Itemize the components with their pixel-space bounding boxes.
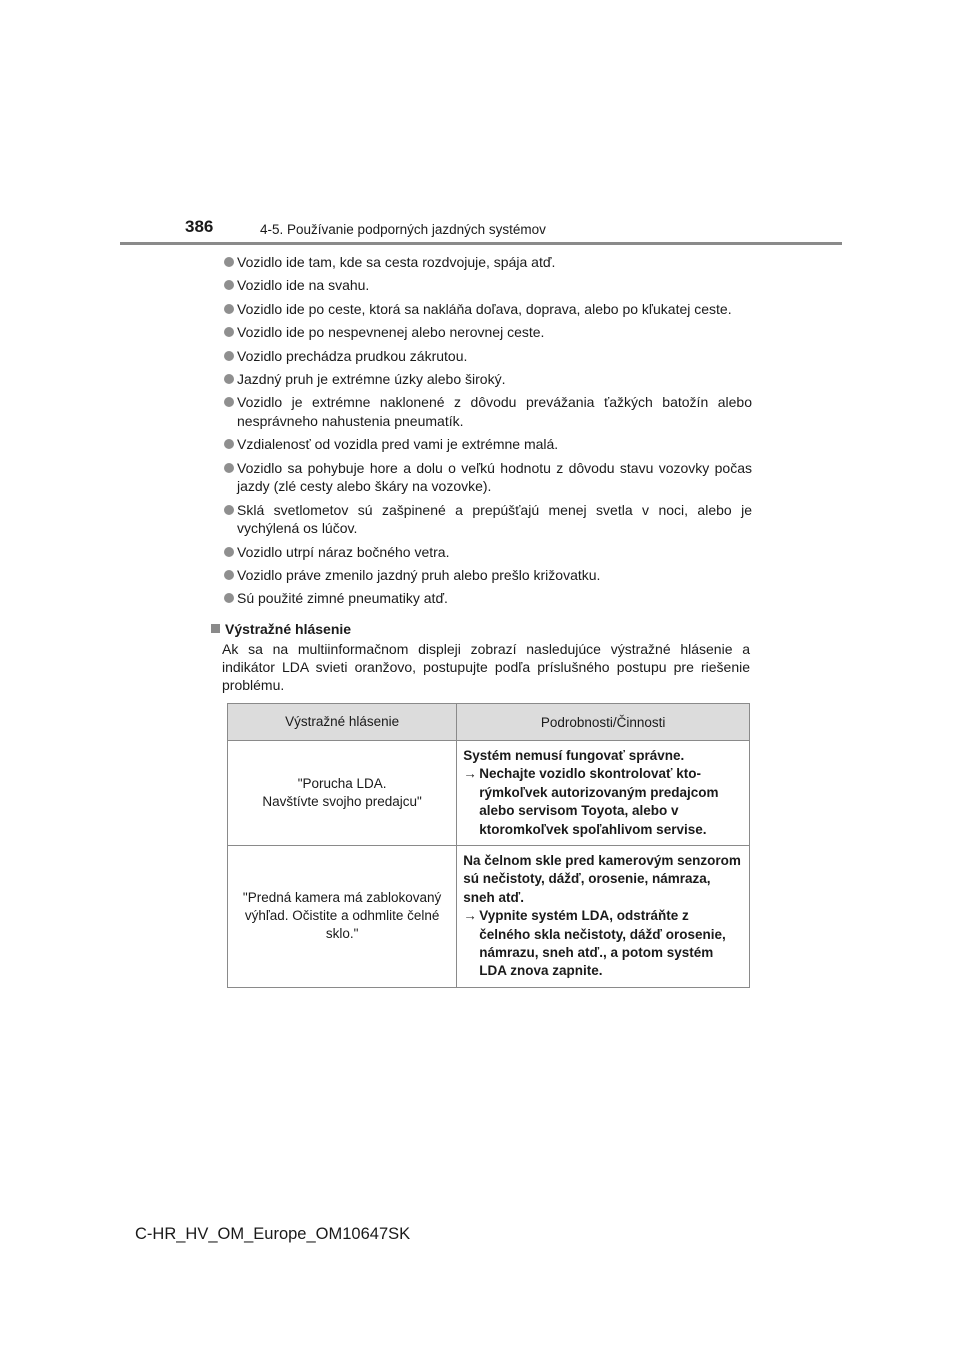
column-header-message: Výstražné hlásenie: [228, 704, 457, 741]
bullet-icon: [224, 463, 234, 473]
warning-message-cell: "Porucha LDA. Navštívte svojho predajcu": [228, 741, 457, 846]
bullet-icon: [224, 505, 234, 515]
list-item: Vozidlo práve zmenilo jazdný pruh alebo prešlo križovatku.: [222, 566, 752, 585]
table-header-row: [228, 704, 750, 741]
list-item: Vozidlo ide tam, kde sa cesta rozdvojuje, spája atď.: [222, 253, 752, 272]
list-item: Vozidlo utrpí náraz bočného vetra.: [222, 543, 752, 562]
section-title: 4-5. Používanie podporných jazdných systémov: [260, 222, 546, 237]
list-item: Vozidlo ide po nespevnenej alebo nerovnej ceste.: [222, 323, 752, 342]
square-bullet-icon: [211, 624, 220, 633]
list-item: Jazdný pruh je extrémne úzky alebo široký.: [222, 370, 752, 389]
document-footer: C-HR_HV_OM_Europe_OM10647SK: [135, 1225, 411, 1243]
details-cell: [457, 741, 750, 846]
arrow-icon: →: [463, 766, 477, 782]
bullet-icon: [224, 593, 234, 603]
condition-list: [222, 253, 752, 613]
details-text: Na čelnom skle pred kamerovým senzorom sú nečistoty, dážď, orosenie, námraza, sneh atď.: [463, 853, 741, 905]
header-divider: [120, 242, 842, 245]
table-row: [228, 846, 750, 988]
bullet-icon: [224, 327, 234, 337]
bullet-icon: [224, 439, 234, 449]
warning-message-table: [227, 703, 750, 988]
details-cell: [457, 846, 750, 988]
list-item: Vozidlo je extrémne naklonené z dôvodu prevážania ťažkých batožín alebo nesprávneho nahustenia pneumatík.: [222, 393, 752, 430]
list-item: Vozidlo ide po ceste, ktorá sa nakláňa doľava, doprava, alebo po kľukatej ceste.: [222, 300, 752, 319]
details-text: Systém nemusí fungovať správne.: [463, 748, 685, 763]
page-header: [185, 214, 845, 244]
bullet-icon: [224, 374, 234, 384]
page-number: 386: [185, 217, 214, 236]
warning-message-cell: "Predná kamera má zablokovaný výhľad. Očistite a odhmlite čelné sklo.": [228, 846, 457, 988]
action-text: Vypnite systém LDA, odstráňte z čelného skla nečistoty, dážď orosenie, námrazu, sneh atď., a potom systém LDA znova zapnite.: [479, 908, 726, 979]
table-row: [228, 741, 750, 846]
bullet-icon: [224, 280, 234, 290]
list-item: Vozidlo prechádza prudkou zákrutou.: [222, 347, 752, 366]
bullet-icon: [224, 257, 234, 267]
list-item: Sklá svetlometov sú zašpinené a prepúšťajú menej svetla v noci, alebo je vychýlená os lúčov.: [222, 501, 752, 538]
bullet-icon: [224, 570, 234, 580]
arrow-icon: →: [463, 908, 477, 924]
list-item: Vzdialenosť od vozidla pred vami je extrémne malá.: [222, 435, 752, 454]
action-text: Nechajte vozidlo skontrolovať ktorýmkoľvek autorizovaným predajcom alebo servisom Toyota, alebo v ktoromkoľvek spoľahlivom servise.: [479, 766, 719, 837]
bullet-icon: [224, 547, 234, 557]
section-heading: Výstražné hlásenie: [225, 621, 352, 637]
list-item: Sú použité zimné pneumatiky atď.: [222, 589, 752, 608]
action-line: [463, 907, 743, 981]
list-item: Vozidlo ide na svahu.: [222, 276, 752, 295]
section-intro: Ak sa na multiinformačnom displeji zobrazí nasledujúce výstražné hlásenie a indikátor LDA svieti oranžovo, postupujte podľa príslušného postupu pre riešenie problému.: [222, 641, 750, 693]
list-item: Vozidlo sa pohybuje hore a dolu o veľkú hodnotu z dôvodu stavu vozovky počas jazdy (zlé cesty alebo škáry na vozovke).: [222, 459, 752, 496]
bullet-icon: [224, 304, 234, 314]
bullet-icon: [224, 351, 234, 361]
action-line: [463, 765, 743, 839]
column-header-details: Podrobnosti/Činnosti: [457, 704, 750, 741]
bullet-icon: [224, 397, 234, 407]
